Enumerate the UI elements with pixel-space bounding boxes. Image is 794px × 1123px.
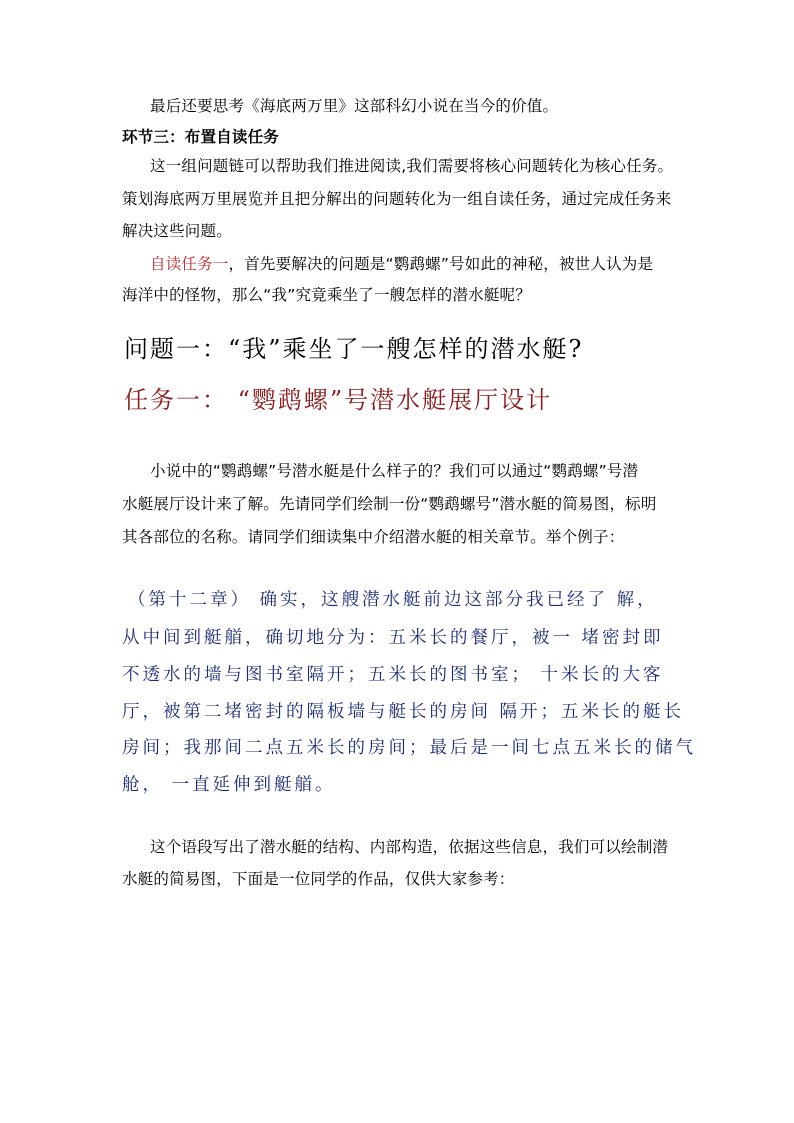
intro-line-2: 水艇展厅设计来了解。先请同学们绘制一份“鹦鹉螺号”潜水艇的简易图，标明 — [122, 495, 657, 513]
quote-line-6: 舱， 一直延伸到艇艏。 — [122, 775, 336, 795]
paragraph-value-reflection: 最后还要思考《海底两万里》这部科幻小说在当今的价值。 — [150, 97, 559, 115]
intro-line-1: 小说中的“鹦鹉螺”号潜水艇是什么样子的？我们可以通过“鹦鹉螺”号潜 — [150, 462, 639, 480]
quote-line-5: 房间；我那间二点五米长的房间；最后是一间七点五米长的储气 — [122, 738, 696, 758]
task-one-label: 自读任务一 — [150, 255, 229, 273]
paragraph-question-chain-line-1: 这一组问题链可以帮助我们推进阅读,我们需要将核心问题转化为核心任务。 — [150, 157, 674, 175]
closing-line-1: 这个语段写出了潜水艇的结构、内部构造，依据这些信息，我们可以绘制潜 — [150, 838, 669, 856]
paragraph-question-chain-line-3: 解决这些问题。 — [122, 222, 232, 240]
paragraph-question-chain-line-2: 策划海底两万里展览并且把分解出的问题转化为一组自读任务，通过完成任务来 — [122, 190, 672, 208]
intro-line-3: 其各部位的名称。请同学们细读集中介绍潜水艇的相关章节。举个例子： — [122, 528, 625, 546]
closing-line-2: 水艇的简易图，下面是一位同学的作品，仅供大家参考： — [122, 870, 515, 888]
quote-line-4: 厅，被第二堵密封的隔板墙与艇长的房间 隔开；五米长的艇长 — [122, 702, 685, 722]
paragraph-task-one-line-2: 海洋中的怪物，那么“我”究竟乘坐了一艘怎样的潜水艇呢？ — [122, 286, 531, 304]
paragraph-task-one-line-1 — [150, 254, 653, 274]
task-one-heading: 任务一： “鹦鹉螺”号潜水艇展厅设计 — [124, 386, 553, 414]
quote-line-2: 从中间到艇艏，确切地分为：五米长的餐厅，被一 堵密封即 — [122, 628, 664, 648]
question-one-heading: 问题一：“我”乘坐了一艘怎样的潜水艇? — [124, 335, 584, 363]
quote-line-1: （第十二章） 确实，这艘潜水艇前边这部分我已经了 解， — [128, 590, 658, 610]
section-heading: 环节三：布置自读任务 — [122, 128, 280, 146]
quote-line-3: 不透水的墙与图书室隔开；五米长的图书室； 十米长的大客 — [122, 665, 664, 685]
task-one-text: ，首先要解决的问题是“鹦鹉螺”号如此的神秘，被世人认为是 — [228, 255, 654, 273]
